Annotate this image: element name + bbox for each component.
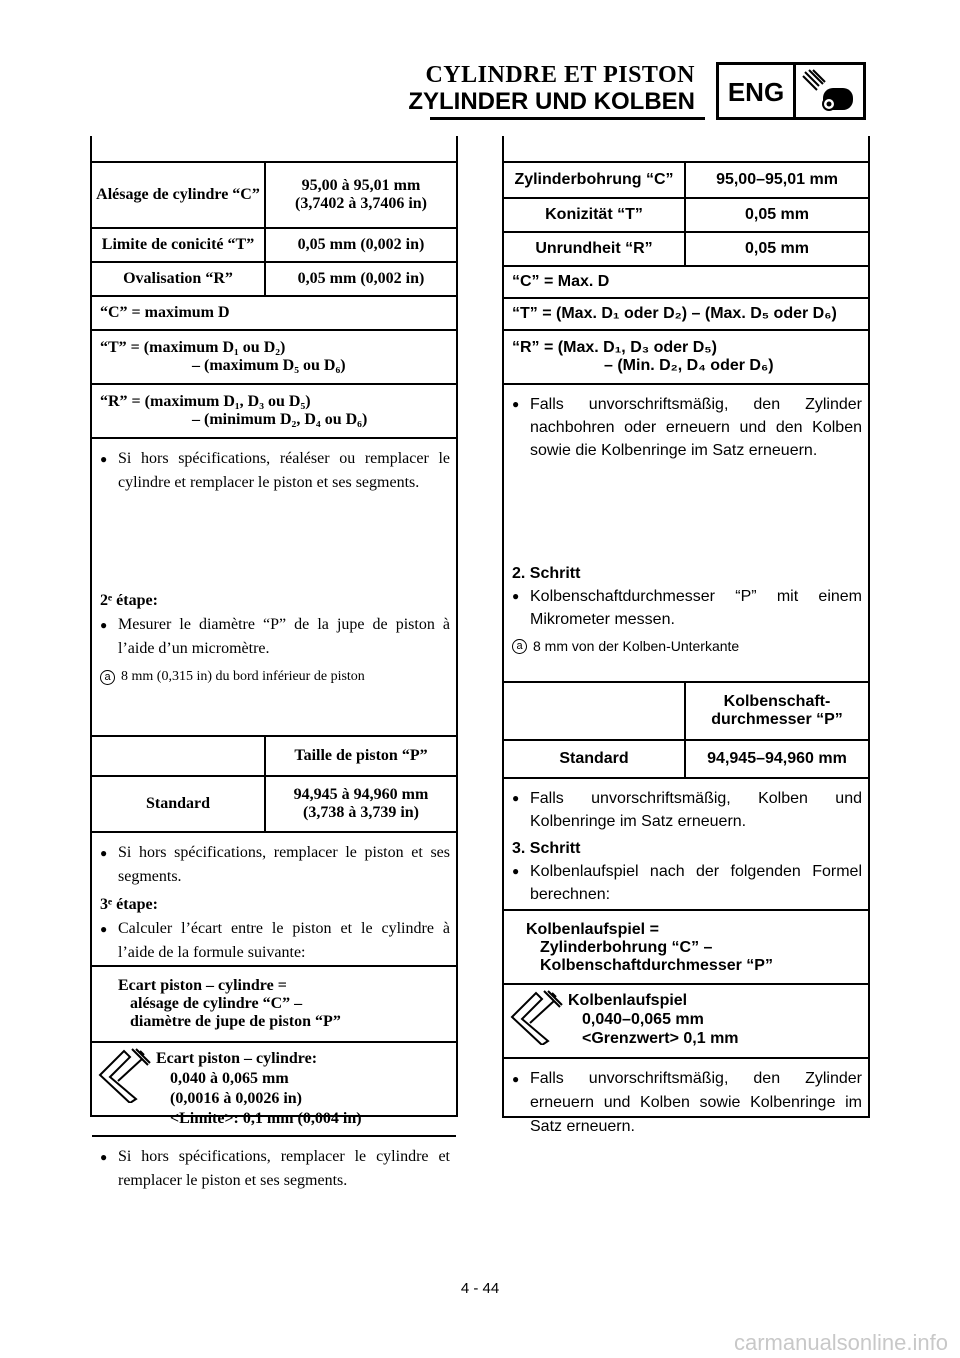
bullet-icon: ● [100, 922, 108, 936]
step-title: 3ᵉ étape: [100, 896, 158, 913]
list-item: ● Kolbenschaftdurchmesser “P” mit einem Mikrometer messen. [512, 585, 862, 631]
column-header: Taille de piston “P” [294, 747, 428, 764]
caliper-icon [504, 985, 568, 1057]
spec-value: 95,00–95,01 mm [716, 171, 838, 188]
formula-t: “T” = (Max. D₁ oder D₂) – (Max. D₅ oder D₆) [504, 297, 868, 329]
spec-label: Ovalisation “R” [92, 263, 266, 295]
instructions-block-1 [504, 383, 868, 681]
step-title: 3. Schritt [512, 840, 581, 857]
page-title-fr: CYLINDRE ET PISTON [425, 62, 695, 88]
bullet-icon: ● [100, 452, 108, 466]
spec-row-bore [504, 161, 868, 197]
instructions-block-3 [504, 1057, 868, 1137]
spec-row-taper [92, 227, 456, 261]
bullet-icon: ● [512, 1072, 520, 1086]
spec-label: Standard [92, 777, 266, 831]
caliper-icon [92, 1043, 156, 1135]
formula-c: “C” = Max. D [504, 265, 868, 297]
spec-value: 0,05 mm [744, 206, 810, 223]
blank-row [92, 136, 456, 161]
bullet-icon: ● [512, 589, 520, 603]
spec-value: 0,05 mm [744, 240, 810, 257]
list-item: ● Mesurer le diamètre “P” de la jupe de piston à l’aide d’un micromètre. [100, 613, 450, 661]
piston-size-row [92, 775, 456, 831]
formula-t: “T” = (maximum D₁ ou D₂) – (maximum D₅ ou D₆) [92, 329, 456, 383]
header-rule [430, 117, 705, 120]
spec-label: Limite de conicité “T” [92, 229, 266, 261]
section-tab-label: ENG [719, 65, 796, 117]
limit-row [504, 983, 868, 1057]
note-a: a 8 mm (0,315 in) du bord inférieur de piston [100, 665, 450, 689]
spec-value: 0,05 mm (0,002 in) [297, 270, 425, 287]
column-header: Kolbenschaft- durchmesser “P” [711, 693, 843, 728]
bullet-icon: ● [100, 618, 108, 632]
note-a: a 8 mm von der Kolben-Unterkante [512, 635, 862, 658]
spec-label: Standard [504, 741, 686, 777]
spec-value: 95,00 à 95,01 mm (3,7402 à 3,7406 in) [295, 177, 427, 212]
limit-text: Kolbenlaufspiel 0,040–0,065 mm <Grenzwert> 0,1 mm [568, 992, 739, 1047]
limit-row [92, 1041, 456, 1135]
list-item: ● Si hors spécifications, remplacer le cylindre et remplacer le piston et ses segments. [100, 1145, 450, 1193]
column-de [502, 136, 870, 1135]
spec-label: Konizität “T” [504, 199, 686, 231]
page-title-de: ZYLINDER UND KOLBEN [408, 88, 695, 115]
instructions-block-1 [92, 437, 456, 735]
formula-r: “R” = (maximum D₁, D₃ ou D₅) – (minimum D₂, D₄ ou D₆) [92, 383, 456, 437]
spec-row-bore [92, 161, 456, 227]
bullet-icon: ● [512, 864, 520, 878]
watermark: carmanualsonline.info [733, 1330, 948, 1355]
instructions-block-2 [504, 777, 868, 909]
step-title: 2. Schritt [512, 565, 581, 582]
clearance-formula: Ecart piston – cylindre = alésage de cylindre “C” – diamètre de jupe de piston “P” [92, 965, 456, 1041]
column-fr [90, 136, 458, 1189]
formula-c: “C” = maximum D [92, 295, 456, 329]
spec-label: Unrundheit “R” [504, 233, 686, 265]
spec-value: 0,05 mm (0,002 in) [297, 236, 425, 253]
list-item: ● Si hors spécifications, réaléser ou remplacer le cylindre et remplacer le piston et ses segments. [100, 447, 450, 495]
page-number: 4 - 44 [460, 1280, 500, 1297]
list-item: ● Falls unvorschriftsmäßig, den Zylinder erneuern und Kolben sowie Kolbenringe im Satz erneuern. [512, 1067, 862, 1139]
bullet-icon: ● [100, 846, 108, 860]
limit-text: Ecart piston – cylindre: 0,040 à 0,065 mm (0,0016 à 0,0026 in) <Limite>: 0,1 mm (0,004 in) [156, 1050, 362, 1127]
circle-a-icon: a [100, 670, 115, 685]
piston-size-header [92, 735, 456, 775]
spec-value: 94,945–94,960 mm [707, 750, 847, 767]
spec-label: Alésage de cylindre “C” [92, 163, 266, 227]
section-tab [716, 62, 866, 120]
formula-r: “R” = (Max. D₁, D₃ oder D₅) – (Min. D₂, D₄ oder D₆) [504, 329, 868, 383]
list-item: ● Falls unvorschriftsmäßig, den Zylinder nachbohren oder erneuern und den Kolben sowie die Kolbenringe im Satz erneuern. [512, 393, 862, 462]
list-item: ● Si hors spécifications, remplacer le piston et ses segments. [100, 841, 450, 889]
instructions-block-2 [92, 831, 456, 965]
spec-value: 94,945 à 94,960 mm (3,738 à 3,739 in) [293, 786, 429, 821]
spec-row-oval [92, 261, 456, 295]
spec-row-oval [504, 231, 868, 265]
list-item: ● Kolbenlaufspiel nach der folgenden Formel berechnen: [512, 860, 862, 906]
engine-icon [799, 68, 861, 121]
instructions-block-3 [92, 1135, 456, 1215]
bullet-icon: ● [100, 1150, 108, 1164]
list-item: ● Falls unvorschriftsmäßig, Kolben und Kolbenringe im Satz erneuern. [512, 787, 862, 833]
piston-size-row [504, 739, 868, 777]
blank-row [504, 136, 868, 161]
circle-a-icon: a [512, 639, 527, 654]
bullet-icon: ● [512, 791, 520, 805]
clearance-formula: Kolbenlaufspiel = Zylinderbohrung “C” – Kolbenschaftdurchmesser “P” [504, 909, 868, 983]
spec-row-taper [504, 197, 868, 231]
bullet-icon: ● [512, 397, 520, 411]
step-title: 2ᵉ étape: [100, 592, 158, 609]
spec-label: Zylinderbohrung “C” [504, 163, 686, 197]
piston-size-header [504, 681, 868, 739]
list-item: ● Calculer l’écart entre le piston et le cylindre à l’aide de la formule suivante: [100, 917, 450, 965]
